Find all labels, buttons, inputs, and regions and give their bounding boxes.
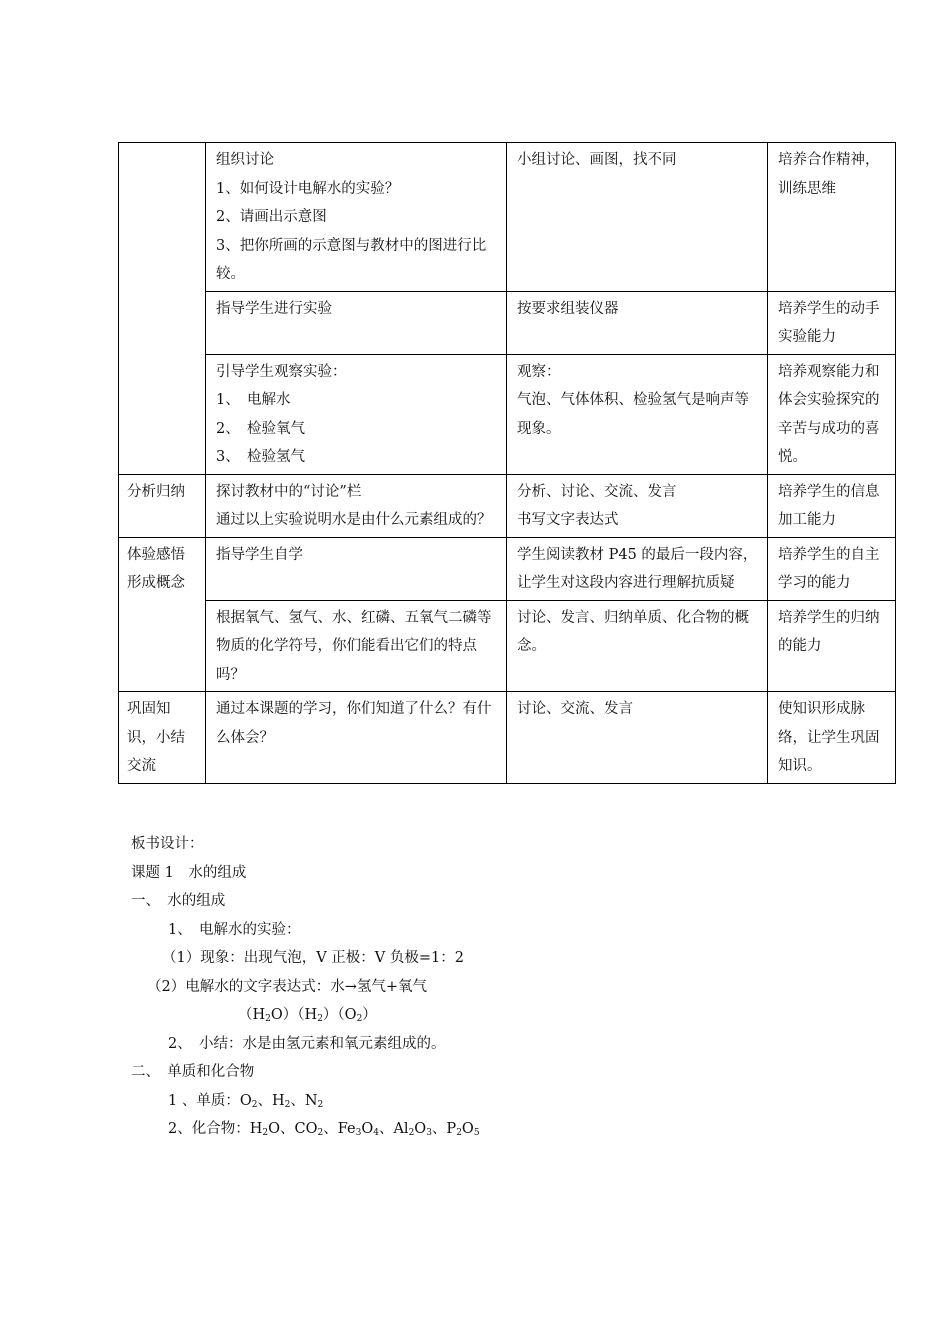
formula-part: ）（O	[322, 1007, 357, 1023]
purpose-text: 培养学生的信息加工能力	[778, 483, 880, 528]
teacher-line: 1、如何设计电解水的实验？	[216, 180, 400, 197]
purpose-text: 培养合作精神，训练思维	[778, 152, 880, 197]
purpose-text: 培养学生的自主学习的能力	[778, 546, 880, 591]
formula-subscript: 2	[408, 1128, 415, 1138]
purpose-cell	[768, 291, 896, 354]
student-activity-cell	[507, 600, 768, 692]
student-activity-cell	[507, 474, 768, 537]
student-activity-cell	[507, 537, 768, 600]
student-activity-cell	[507, 291, 768, 354]
formula-part: 、P	[431, 1121, 457, 1137]
board-item-elements	[131, 1087, 480, 1116]
student-line: 分析、讨论、交流、发言	[517, 483, 677, 500]
stage-cell	[119, 143, 206, 475]
teacher-line: 通过本课题的学习，你们知道了什么？有什么体会？	[216, 701, 492, 746]
formula-part: 、H	[257, 1092, 285, 1109]
board-item-summary: 2、 小结：水是由氢元素和氧元素组成的。	[168, 1035, 446, 1052]
formula-subscript: 5	[473, 1128, 480, 1138]
table-row	[119, 692, 896, 784]
student-activity-cell	[507, 354, 768, 474]
board-item-phenomenon: （1）现象：出现气泡，V 正极：V 负极=1：2	[162, 950, 464, 966]
teacher-line: 指导学生自学	[216, 546, 303, 563]
teacher-activity-cell	[206, 354, 507, 474]
teacher-line: 指导学生进行实验	[216, 300, 332, 317]
student-line: 小组讨论、画图，找不同	[517, 152, 677, 168]
board-title: 课题 1 水的组成	[131, 864, 247, 881]
student-line: 学生阅读教材 P45 的最后一段内容，让学生对这段内容进行理解抗质疑	[517, 546, 758, 591]
student-line: 观察：	[517, 363, 561, 380]
formula-part: O、CO	[268, 1121, 318, 1137]
teacher-activity-cell	[206, 600, 507, 692]
teacher-line: 2、请画出示意图	[216, 209, 327, 225]
formula-subscript: 2	[284, 1099, 291, 1110]
stage-label: 体验感悟形成概念	[127, 546, 185, 591]
formula-part: O	[461, 1121, 474, 1137]
purpose-cell	[768, 143, 896, 292]
stage-label: 巩固知识，小结交流	[127, 701, 185, 774]
teacher-line: 1、 电解水	[216, 392, 291, 408]
purpose-cell	[768, 537, 896, 600]
board-item-formula	[131, 1001, 480, 1030]
formula-subscript: 2	[251, 1099, 258, 1110]
formula-part: O	[239, 1092, 252, 1109]
formula-part: 、Al	[378, 1121, 409, 1137]
purpose-text: 培养学生的动手实验能力	[778, 300, 880, 345]
teacher-line: 根据氧气、氢气、水、红磷、五氧气二磷等物质的化学符号，你们能看出它们的特点吗？	[216, 609, 492, 683]
stage-cell	[119, 692, 206, 784]
purpose-text: 培养观察能力和体会实验探究的辛苦与成功的喜悦。	[778, 363, 880, 465]
table-row	[119, 143, 896, 292]
teacher-activity-cell	[206, 692, 507, 784]
compounds-label: 2、化合物：	[168, 1121, 250, 1137]
formula-part: 、Fe	[323, 1121, 356, 1137]
purpose-cell	[768, 692, 896, 784]
teacher-line: 2、 检验氧气	[216, 420, 305, 437]
board-section-2: 二、 单质和化合物	[131, 1064, 255, 1080]
purpose-cell	[768, 600, 896, 692]
teacher-activity-cell	[206, 474, 507, 537]
stage-label: 分析归纳	[127, 483, 185, 500]
teacher-line: 通过以上实验说明水是由什么元素组成的？	[216, 512, 492, 528]
formula-subscript: 2	[317, 1128, 324, 1138]
teacher-activity-cell	[206, 291, 507, 354]
teacher-line: 引导学生观察实验：	[216, 363, 347, 380]
formula-part: O）（H	[270, 1007, 318, 1023]
board-design	[131, 830, 480, 1144]
teacher-line: 3、把你所画的示意图与教材中的图进行比较。	[216, 237, 487, 282]
purpose-text: 使知识形成脉络，让学生巩固知识。	[778, 701, 880, 774]
formula-subscript: 2	[456, 1128, 462, 1138]
formula-subscript: 2	[317, 1099, 324, 1110]
student-activity-cell	[507, 692, 768, 784]
teacher-line: 探讨教材中的“讨论”栏	[216, 483, 362, 500]
formula-part: O	[361, 1121, 374, 1137]
teacher-line: 组织讨论	[216, 152, 274, 168]
table-row	[119, 354, 896, 474]
student-line: 讨论、交流、发言	[517, 701, 633, 717]
student-activity-cell	[507, 143, 768, 292]
purpose-cell	[768, 474, 896, 537]
formula-subscript: 2	[317, 1014, 323, 1024]
student-line: 书写文字表达式	[517, 512, 619, 528]
formula-subscript: 2	[262, 1128, 269, 1138]
formula-subscript: 3	[426, 1128, 432, 1138]
formula-subscript: 2	[265, 1014, 271, 1024]
table-row	[119, 474, 896, 537]
stage-cell	[119, 537, 206, 692]
formula-part: O	[414, 1121, 427, 1137]
board-item-compounds	[131, 1115, 480, 1144]
lesson-table	[118, 142, 896, 784]
teacher-activity-cell	[206, 143, 507, 292]
table-row	[119, 291, 896, 354]
purpose-text: 培养学生的归纳的能力	[778, 609, 880, 654]
teacher-activity-cell	[206, 537, 507, 600]
formula-subscript: 2	[356, 1014, 363, 1024]
board-section-1: 一、 水的组成	[131, 893, 226, 909]
formula-part: ）	[362, 1007, 377, 1023]
table-row	[119, 600, 896, 692]
board-item-word-equation: （2）电解水的文字表达式：水→氢气+氧气	[147, 978, 428, 995]
student-line: 按要求组装仪器	[517, 300, 619, 317]
elements-label: 1 、单质：	[168, 1092, 240, 1109]
teacher-line: 3、 检验氢气	[216, 449, 305, 465]
table-row	[119, 537, 896, 600]
formula-part: （H	[238, 1007, 266, 1023]
stage-cell	[119, 474, 206, 537]
formula-subscript: 4	[373, 1128, 379, 1138]
student-line: 讨论、发言、归纳单质、化合物的概念。	[517, 609, 749, 654]
formula-subscript: 3	[355, 1128, 362, 1138]
formula-part: 、N	[290, 1092, 318, 1109]
formula-part: H	[249, 1121, 263, 1137]
purpose-cell	[768, 354, 896, 474]
board-heading: 板书设计：	[131, 836, 204, 852]
board-item-electrolysis: 1、 电解水的实验：	[168, 921, 301, 938]
student-line: 气泡、气体体积、检验氢气是响声等现象。	[517, 392, 749, 437]
